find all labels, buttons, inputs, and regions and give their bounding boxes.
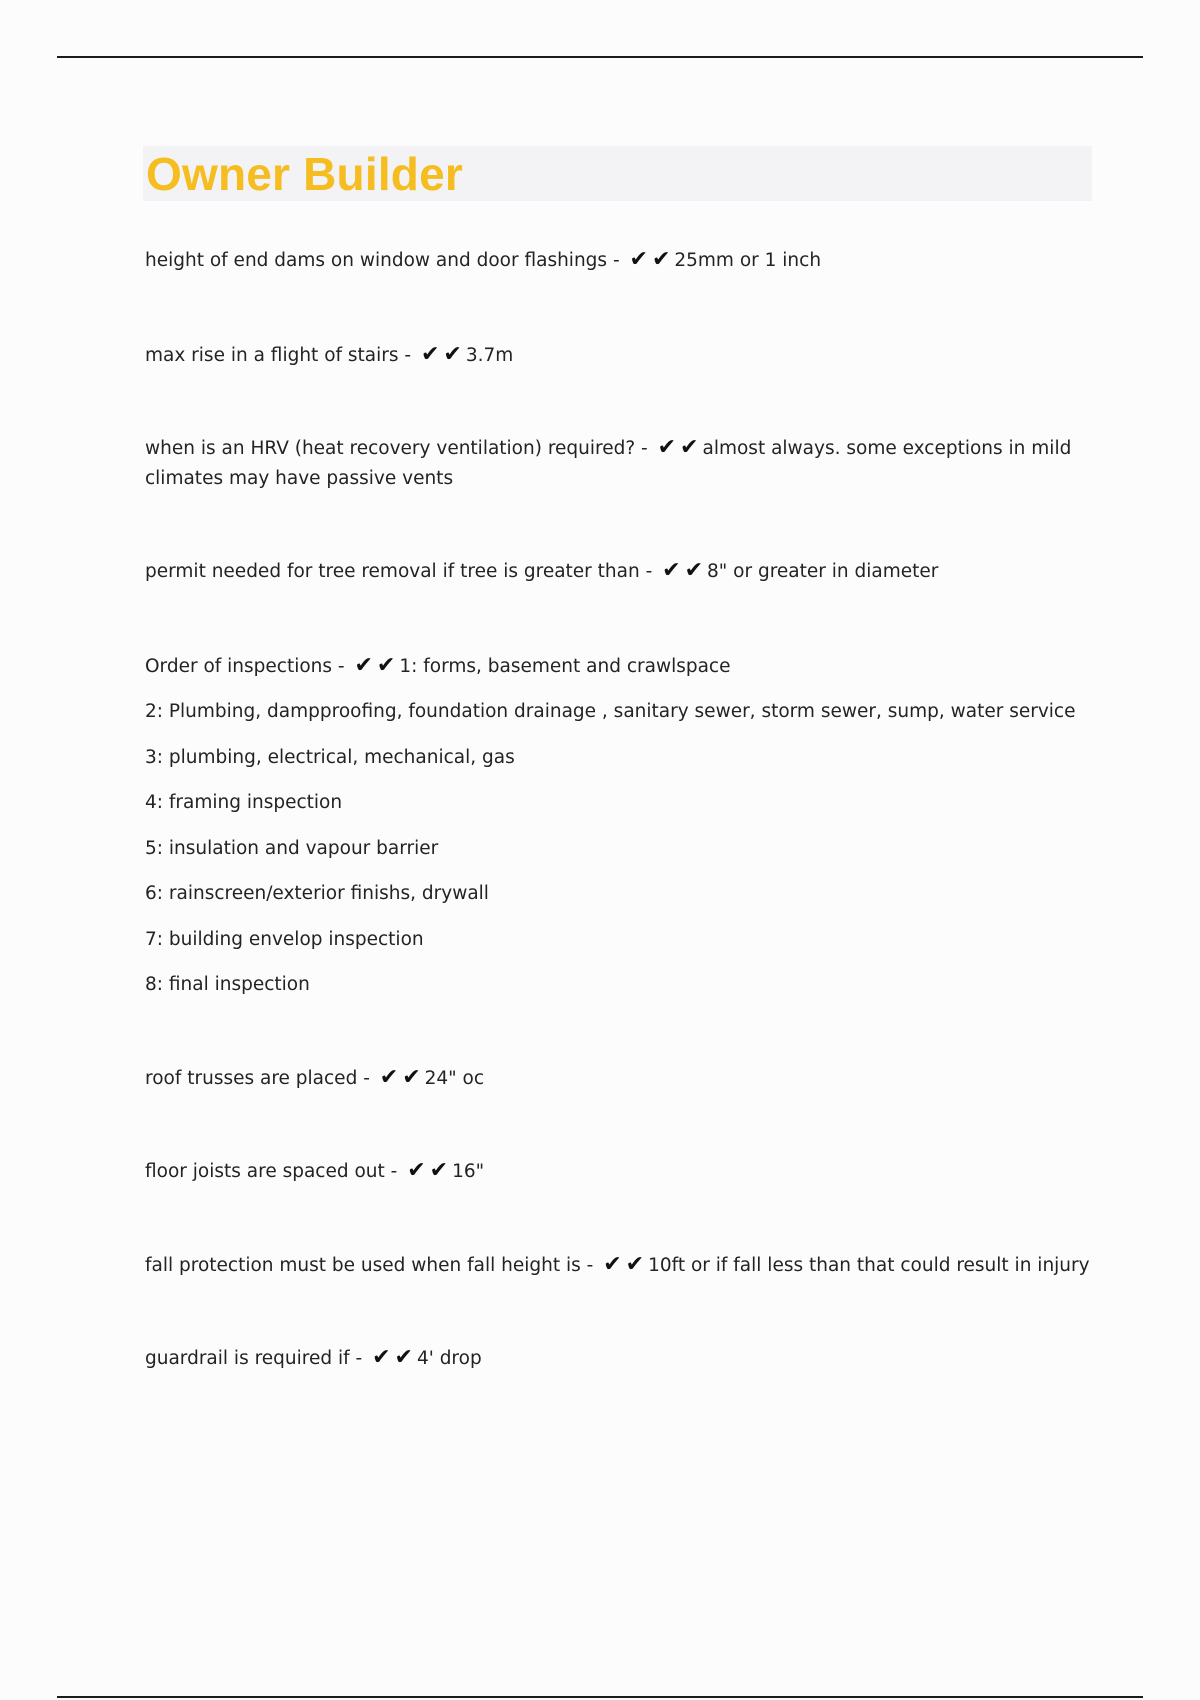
double-check-icon: ✔ ✔ bbox=[662, 558, 704, 583]
question-text: permit needed for tree removal if tree is greater than - bbox=[145, 561, 659, 582]
inspection-step: 2: Plumbing, dampproofing, foundation drainage , sanitary sewer, storm sewer, sump, water service bbox=[145, 701, 1076, 722]
double-check-icon: ✔ ✔ bbox=[629, 247, 671, 272]
inspection-step: 3: plumbing, electrical, mechanical, gas bbox=[145, 747, 515, 768]
inspection-step: 4: framing inspection bbox=[145, 792, 343, 813]
answer-text: 10ft or if fall less than that could result in injury bbox=[648, 1255, 1090, 1276]
double-check-icon: ✔ ✔ bbox=[354, 653, 396, 678]
qa-item bbox=[145, 1157, 1085, 1187]
bottom-rule bbox=[57, 1696, 1143, 1698]
double-check-icon: ✔ ✔ bbox=[603, 1252, 645, 1277]
question-text: fall protection must be used when fall height is - bbox=[145, 1255, 600, 1276]
answer-text: almost always. some exceptions in mild climates may have passive vents bbox=[145, 438, 1072, 489]
double-check-icon: ✔ ✔ bbox=[657, 435, 699, 460]
double-check-icon: ✔ ✔ bbox=[407, 1158, 449, 1183]
answer-text: 24" oc bbox=[424, 1068, 485, 1089]
question-text: Order of inspections - bbox=[145, 656, 351, 677]
inspection-step: 6: rainscreen/exterior finishs, drywall bbox=[145, 883, 489, 904]
answer-text: 8" or greater in diameter bbox=[707, 561, 939, 582]
inspection-step: 5: insulation and vapour barrier bbox=[145, 838, 439, 859]
double-check-icon: ✔ ✔ bbox=[372, 1345, 413, 1370]
answer-text: 16" bbox=[452, 1161, 485, 1182]
title-banner bbox=[143, 146, 1092, 201]
answer-text: 25mm or 1 inch bbox=[674, 250, 822, 271]
question-text: guardrail is required if - bbox=[145, 1348, 369, 1369]
double-check-icon: ✔ ✔ bbox=[420, 342, 462, 367]
answer-text: 3.7m bbox=[465, 345, 514, 366]
page-title: Owner Builder bbox=[146, 148, 463, 200]
question-text: height of end dams on window and door flashings - bbox=[145, 250, 626, 271]
top-rule bbox=[57, 56, 1143, 58]
qa-item bbox=[145, 1344, 1085, 1374]
inspection-step: 7: building envelop inspection bbox=[145, 929, 424, 950]
qa-item bbox=[145, 246, 1085, 276]
question-text: floor joists are spaced out - bbox=[145, 1161, 404, 1182]
answer-text: 4' drop bbox=[416, 1348, 482, 1369]
qa-item bbox=[145, 1064, 1085, 1094]
qa-item bbox=[145, 1251, 1090, 1281]
question-text: when is an HRV (heat recovery ventilation) required? - bbox=[145, 438, 654, 459]
qa-item bbox=[145, 652, 1085, 682]
qa-item bbox=[145, 341, 1085, 371]
inspection-step: 8: final inspection bbox=[145, 974, 310, 995]
qa-item bbox=[145, 434, 1085, 494]
question-text: roof trusses are placed - bbox=[145, 1068, 376, 1089]
qa-item bbox=[145, 557, 1085, 587]
question-text: max rise in a flight of stairs - bbox=[145, 345, 417, 366]
answer-text: 1: forms, basement and crawlspace bbox=[399, 656, 731, 677]
double-check-icon: ✔ ✔ bbox=[379, 1065, 421, 1090]
